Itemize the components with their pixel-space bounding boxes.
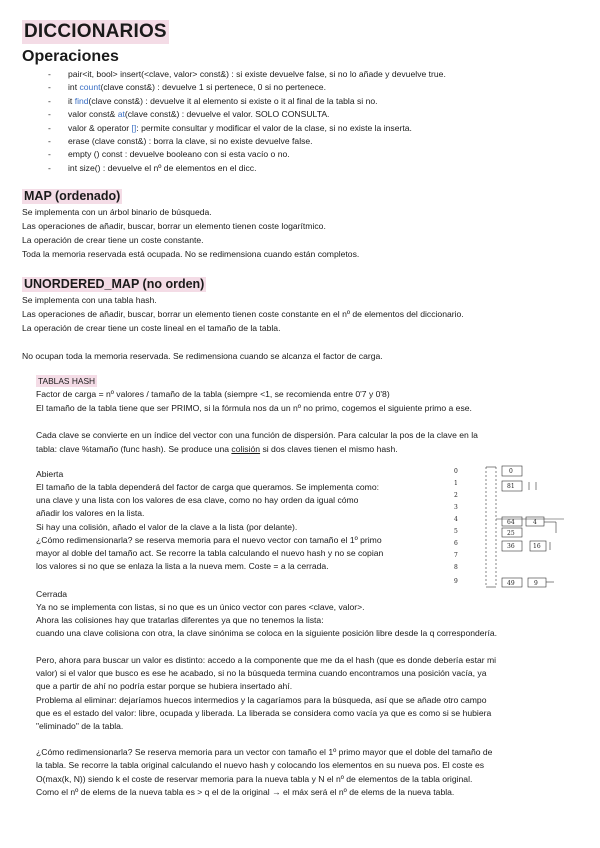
paragraph: Como el nº de elems de la nueva tabla es > q el de la original → el máx será el nº de elems de la nueva tabla.	[36, 787, 455, 797]
paragraph: La operación de crear tiene un coste lineal en el tamaño de la tabla.	[22, 323, 281, 333]
paragraph: Problema al eliminar: dejaríamos huecos intermedios y la cagaríamos para la búsqueda, así que se añade otro campo	[36, 695, 487, 705]
page-title: DICCIONARIOS	[24, 21, 167, 42]
paragraph: una clave y una lista con los valores de esa clave, como no hay orden da igual cómo	[36, 495, 359, 505]
closed-hashing-title: Cerrada	[36, 589, 68, 599]
paragraph: Las operaciones de añadir, buscar, borrar un elemento tienen coste logarítmico.	[22, 221, 326, 231]
diagram-node-value: 4	[533, 519, 537, 526]
vector-column	[486, 467, 496, 587]
diagram-node-value: 49	[507, 580, 515, 587]
diagram-index: 9	[454, 578, 458, 585]
diagram-node-value: 36	[507, 543, 515, 550]
paragraph: los valores si no que se enlaza la lista a la nueva mem. Coste = a la cerrada.	[36, 561, 329, 571]
paragraph: Se implementa con un árbol binario de búsqueda.	[22, 207, 212, 217]
list-item: - valor const& at(clave const&) : devuelve el valor. SOLO CONSULTA.	[48, 108, 446, 121]
paragraph: Las operaciones de añadir, buscar, borrar un elemento tienen coste constante en el nº de elementos del diccionario.	[22, 309, 464, 319]
paragraph: que es el estado del valor: libre, ocupada y liberada. La liberada se considera como vacía ya que es como si se hubiera	[36, 708, 492, 718]
diagram-index: 4	[454, 516, 458, 523]
open-hashing-title: Abierta	[36, 469, 64, 479]
map-heading: MAP (ordenado)	[24, 189, 121, 203]
operations-heading: Operaciones	[22, 48, 119, 65]
paragraph: O(max(k, N)) siendo k el coste de reservar memoria para la nueva tabla y N el nº de elementos de la tabla original.	[36, 774, 473, 784]
diagram-node-value: 81	[507, 483, 515, 490]
paragraph: la tabla. Se recorre la tabla original calculando el nuevo hash y colocando los elementos en su nueva pos. El coste es	[36, 760, 485, 770]
paragraph: añadir los valores en la lista.	[36, 508, 145, 518]
list-item: - erase (clave const&) : borra la clave, si no existe devuelve false.	[48, 135, 446, 148]
paragraph: Ahora las colisiones hay que tratarlas diferentes ya que no tenemos la lista:	[36, 615, 324, 625]
diagram-index: 6	[454, 540, 458, 547]
diagram-node-value: 64	[507, 519, 515, 526]
diagram-index: 1	[454, 480, 458, 487]
operations-list	[48, 68, 446, 175]
hash-table-diagram	[446, 463, 566, 593]
list-item: - pair<it, bool> insert(<clave, valor> const&) : si existe devuelve false, si no lo añade y devuelve true.	[48, 68, 446, 81]
list-item: - int count(clave const&) : devuelve 1 si pertenece, 0 si no pertenece.	[48, 81, 446, 94]
diagram-node-value: 16	[533, 543, 541, 550]
paragraph: El tamaño de la tabla tiene que ser PRIMO, si la fórmula nos da un nº no primo, cogemos el siguiente primo a ese.	[36, 403, 472, 413]
paragraph: No ocupan toda la memoria reservada. Se redimensiona cuando se alcanza el factor de carga.	[22, 351, 383, 361]
paragraph: tabla: clave %tamaño (func hash). Se produce una colisión si dos claves tienen el mismo hash.	[36, 444, 398, 454]
list-item: - it find(clave const&) : devuelve it al elemento si existe o it al final de la tabla si no.	[48, 95, 446, 108]
diagram-index: 3	[454, 504, 458, 511]
diagram-index: 7	[454, 552, 458, 559]
paragraph: Pero, ahora para buscar un valor es distinto: accedo a la componente que me da el hash (que es donde debería estar mi	[36, 655, 497, 665]
paragraph: Factor de carga = nº valores / tamaño de la tabla (siempre <1, se recomienda entre 0'7 y 0'8)	[36, 389, 390, 399]
diagram-index: 8	[454, 564, 458, 571]
hash-tables-tag: TABLAS HASH	[38, 376, 96, 386]
paragraph: "eliminado" de la tabla.	[36, 721, 124, 731]
paragraph: Ya no se implementa con listas, si no que es un único vector con pares <clave, valor>.	[36, 602, 365, 612]
diagram-node-value: 0	[509, 468, 513, 475]
collision-term: colisión	[231, 444, 261, 454]
paragraph: Se implementa con una tabla hash.	[22, 295, 157, 305]
paragraph: Cada clave se convierte en un índice del vector con una función de dispersión. Para calcular la pos de la clave en la	[36, 430, 478, 440]
paragraph: El tamaño de la tabla dependerá del factor de carga que queramos. Se implementa como:	[36, 482, 380, 492]
paragraph: mayor al doble del tamaño act. Se recorre la tabla calculando el nuevo hash y no se copian	[36, 548, 384, 558]
list-item: - int size() : devuelve el nº de elementos en el dicc.	[48, 162, 446, 175]
paragraph: ¿Cómo redimensionarla? Se reserva memoria para un vector con tamaño el 1º primo mayor que el doble del tamaño de	[36, 747, 493, 757]
list-item: - empty () const : devuelve booleano con si esta vacío o no.	[48, 148, 446, 161]
diagram-node-value: 25	[507, 530, 515, 537]
diagram-index: 0	[454, 468, 458, 475]
paragraph: valor) si el valor que busco es ese he acabado, si no la búsqueda termina cuando encontramos una posición vacía, ya	[36, 668, 487, 678]
paragraph: La operación de crear tiene un coste constante.	[22, 235, 204, 245]
list-item: - valor & operator []: permite consultar y modificar el valor de la clase, si no existe la inserta.	[48, 122, 446, 135]
paragraph: ¿Cómo redimensionarla? se reserva memoria para el nuevo vector con tamaño el 1º primo	[36, 535, 382, 545]
paragraph: que a partir de ahí no podría estar porque se hubiera insertado ahí.	[36, 681, 293, 691]
diagram-index: 5	[454, 528, 458, 535]
paragraph: cuando una clave colisiona con otra, la clave sinónima se coloca en la siguiente posición libre desde la q correspondería.	[36, 628, 497, 638]
paragraph: Toda la memoria reservada está ocupada. No se redimensiona cuando están completos.	[22, 249, 360, 259]
unordered-map-heading: UNORDERED_MAP (no orden)	[24, 277, 205, 291]
paragraph: Si hay una colisión, añado el valor de la clave a la lista (por delante).	[36, 522, 298, 532]
diagram-node-value: 9	[534, 580, 538, 587]
diagram-index: 2	[454, 492, 458, 499]
